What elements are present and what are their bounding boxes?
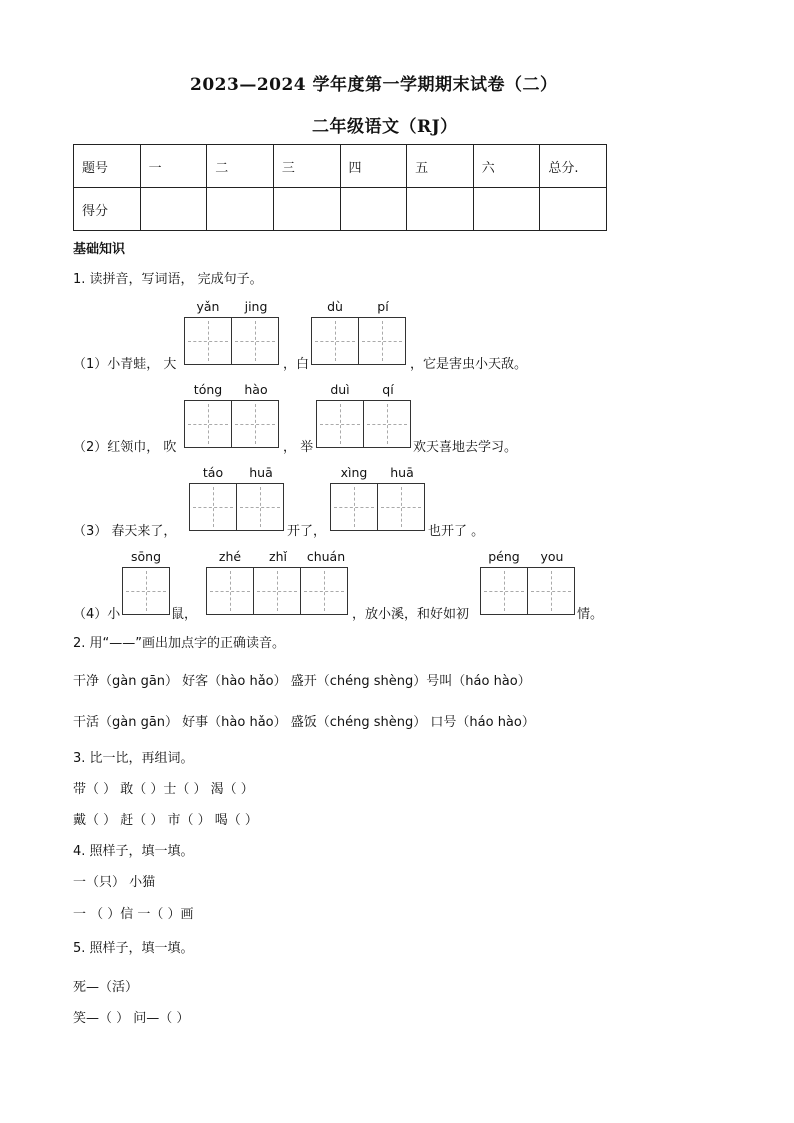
score-table-score-row [74, 188, 607, 231]
pinyin-label: qí [382, 382, 394, 397]
question-3-prompt: 3. 比一比，再组词。 [73, 751, 194, 766]
score-input-cell[interactable] [207, 188, 274, 231]
sentence-text: ， 举 [283, 440, 314, 455]
score-header-cell: 总分. [540, 145, 607, 188]
sentence-text: ，白 [283, 357, 310, 372]
sentence-text: （4）小 [73, 607, 121, 622]
sentence-text: 欢天喜地去学习。 [413, 440, 518, 455]
pinyin-label: chuán [306, 549, 346, 564]
sentence-text: （1）小青蛙， 大 [73, 357, 177, 372]
sentence-text: 开了， [287, 524, 327, 539]
pinyin-label: duì [330, 382, 350, 397]
writing-cell[interactable] [189, 483, 237, 531]
writing-cell[interactable] [358, 317, 406, 365]
pinyin-label: zhǐ [269, 549, 287, 564]
pinyin-label: sōng [130, 549, 162, 564]
pinyin-label: zhé [218, 549, 242, 564]
pinyin-label: huā [390, 465, 414, 480]
writing-cell[interactable] [253, 567, 301, 615]
score-input-cell[interactable] [140, 188, 207, 231]
writing-cell[interactable] [231, 400, 279, 448]
score-row-label: 得分 [74, 188, 141, 231]
compare-line: 戴（ ） 赶（ ） 市（ ） 喝（ ） [73, 813, 258, 828]
tianzige-boxes[interactable] [189, 483, 284, 531]
sentence-text: ，放小溪，和好如初 [352, 607, 470, 622]
writing-cell[interactable] [184, 400, 232, 448]
score-table [73, 144, 607, 231]
example-line: 死—（活） [73, 980, 139, 995]
score-input-cell[interactable] [273, 188, 340, 231]
pinyin-label: yǎn [196, 299, 220, 314]
writing-cell[interactable] [300, 567, 348, 615]
tianzige-boxes[interactable] [122, 567, 170, 615]
question-2-prompt: 2. 用“——”画出加点字的正确读音。 [73, 636, 286, 651]
score-header-cell: 四 [340, 145, 407, 188]
writing-cell[interactable] [206, 567, 254, 615]
tianzige-boxes[interactable] [184, 400, 279, 448]
tianzige-boxes[interactable] [330, 483, 425, 531]
writing-cell[interactable] [316, 400, 364, 448]
exam-subtitle: 二年级语文（RJ） [312, 117, 458, 137]
pinyin-label: huā [249, 465, 273, 480]
question-4-prompt: 4. 照样子，填一填。 [73, 844, 194, 859]
pinyin-label: táo [202, 465, 224, 480]
exam-title: 2023—2024 学年度第一学期期末试卷（二） [190, 75, 558, 95]
writing-cell[interactable] [311, 317, 359, 365]
tianzige-boxes[interactable] [316, 400, 411, 448]
score-header-cell: 五 [407, 145, 474, 188]
pronunciation-line: 干活（gàn gān） 好事（hào hǎo） 盛饭（chéng shèng） 口号（háo hào） [73, 715, 535, 730]
pinyin-label: hào [244, 382, 268, 397]
question-1-prompt: 1. 读拼音，写词语， 完成句子。 [73, 272, 263, 287]
writing-cell[interactable] [184, 317, 232, 365]
tianzige-boxes[interactable] [311, 317, 406, 365]
section-heading: 基础知识 [73, 242, 126, 257]
writing-cell[interactable] [377, 483, 425, 531]
writing-cell[interactable] [236, 483, 284, 531]
writing-cell[interactable] [363, 400, 411, 448]
sentence-text: 鼠， [171, 607, 198, 622]
score-input-cell[interactable] [540, 188, 607, 231]
pinyin-label: péng [488, 549, 520, 564]
sentence-text: 也开了 。 [428, 524, 485, 539]
compare-line: 带（ ） 敢（ ）士（ ） 渴（ ） [73, 782, 254, 797]
tianzige-boxes[interactable] [184, 317, 279, 365]
sentence-text: （3） 春天来了， [73, 524, 177, 539]
score-input-cell[interactable] [407, 188, 474, 231]
fill-line: 笑—（ ） 问—（ ） [73, 1011, 190, 1026]
writing-cell[interactable] [122, 567, 170, 615]
score-header-cell: 一 [140, 145, 207, 188]
writing-cell[interactable] [527, 567, 575, 615]
score-input-cell[interactable] [473, 188, 540, 231]
tianzige-boxes[interactable] [206, 567, 348, 615]
sentence-text: 情。 [577, 607, 604, 622]
score-header-cell: 二 [207, 145, 274, 188]
pinyin-label: tóng [193, 382, 223, 397]
sentence-text: （2）红领巾， 吹 [73, 440, 177, 455]
writing-cell[interactable] [231, 317, 279, 365]
sentence-text: ，它是害虫小天敌。 [410, 357, 528, 372]
fill-line: 一 （ ）信 一（ ）画 [73, 907, 194, 922]
example-line: 一（只） 小猫 [73, 875, 156, 890]
writing-cell[interactable] [480, 567, 528, 615]
pinyin-label: you [540, 549, 564, 564]
question-5-prompt: 5. 照样子，填一填。 [73, 941, 194, 956]
pinyin-label: pí [377, 299, 389, 314]
pinyin-label: xìng [340, 465, 368, 480]
tianzige-boxes[interactable] [480, 567, 575, 615]
score-header-cell: 三 [273, 145, 340, 188]
pinyin-label: dù [327, 299, 343, 314]
pronunciation-line: 干净（gàn gān） 好客（hào hǎo） 盛开（chéng shèng）号叫（háo hào） [73, 674, 531, 689]
score-header-cell: 题号 [74, 145, 141, 188]
score-table-header-row [74, 145, 607, 188]
score-header-cell: 六 [473, 145, 540, 188]
pinyin-label: jing [244, 299, 268, 314]
score-input-cell[interactable] [340, 188, 407, 231]
writing-cell[interactable] [330, 483, 378, 531]
